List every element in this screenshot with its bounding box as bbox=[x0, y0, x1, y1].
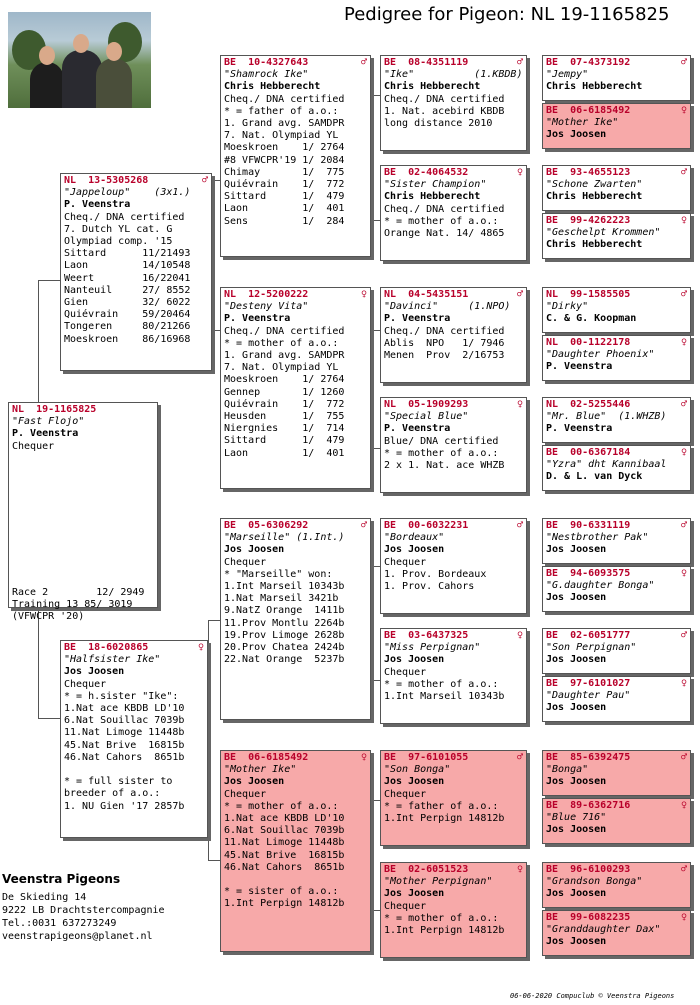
info-line bbox=[12, 575, 154, 587]
info-line: * = father of a.o.: bbox=[384, 800, 499, 812]
ring-number: NL 05-1909293 bbox=[384, 399, 469, 410]
sex-symbol: ♂ bbox=[516, 57, 523, 68]
info-line: 1. Prov. Bordeaux bbox=[384, 568, 487, 580]
info-line: 1. Grand avg. SAMDPR bbox=[224, 350, 345, 362]
connector bbox=[371, 95, 380, 96]
info-line: Sittard 1/ 479 bbox=[224, 435, 345, 447]
ring-number: BE 90-6331119 bbox=[546, 520, 631, 531]
info-line: 46.Nat Cahors 8651b bbox=[224, 861, 345, 873]
pigeon-card-g4-3 bbox=[380, 287, 527, 383]
info-line: Chequer bbox=[384, 666, 427, 678]
info-line bbox=[12, 526, 154, 538]
pigeon-card-g5-1 bbox=[542, 55, 691, 101]
info-line: Chequer bbox=[384, 900, 427, 912]
info-line: Ablis NPO 1/ 7946 bbox=[384, 337, 505, 349]
info-line: 9.NatZ Orange 1411b bbox=[224, 605, 345, 617]
connector bbox=[371, 330, 380, 331]
info-line: 1.Int Perpign 14812b bbox=[384, 925, 505, 937]
info-line bbox=[12, 453, 154, 465]
pigeon-card-g5-16 bbox=[542, 910, 691, 956]
ring-number: NL 99-1585505 bbox=[546, 289, 631, 300]
ring-number: BE 99-6082235 bbox=[546, 912, 631, 923]
info-line: 6.Nat Souillac 7039b bbox=[64, 715, 185, 727]
connector bbox=[371, 800, 380, 801]
info-line: 1.Int Marseil 10343b bbox=[224, 581, 345, 593]
info-line: 1. Grand avg. SAMDPR bbox=[224, 118, 345, 130]
pigeon-name: "Mother Perpignan" bbox=[384, 876, 493, 888]
sex-symbol: ♀ bbox=[680, 447, 687, 458]
info-line: Moeskroen 86/16968 bbox=[64, 333, 191, 345]
info-line: Quiévrain 1/ 772 bbox=[224, 179, 345, 191]
owner-name: Jos Joosen bbox=[546, 936, 607, 948]
pigeon-card-g5-15 bbox=[542, 862, 691, 908]
info-line: * = mother of a.o.: bbox=[384, 215, 499, 227]
owner-name: Jos Joosen bbox=[384, 776, 445, 788]
print-stamp: 06-06-2020 Compuclub © Veenstra Pigeons bbox=[510, 992, 675, 1000]
info-line: Cheq./ DNA certified bbox=[384, 203, 505, 215]
pigeon-name: "Bonga" bbox=[546, 764, 589, 776]
pigeon-card-g4-4 bbox=[380, 397, 527, 493]
connector bbox=[371, 220, 380, 221]
pigeon-card-g5-2 bbox=[542, 103, 691, 149]
info-line: * = sister of a.o.: bbox=[224, 886, 339, 898]
info-line: * = mother of a.o.: bbox=[224, 337, 339, 349]
sex-symbol: ♀ bbox=[680, 912, 687, 923]
ring-number: BE 02-4064532 bbox=[384, 167, 469, 178]
info-line: Chequer bbox=[12, 440, 55, 452]
info-line: breeder of a.o.: bbox=[64, 788, 161, 800]
info-line: 22.Nat Orange 5237b bbox=[224, 654, 345, 666]
pigeon-card-g4-6 bbox=[380, 628, 527, 724]
owner-name: P. Veenstra bbox=[384, 423, 451, 435]
owner-name: P. Veenstra bbox=[546, 361, 613, 373]
sex-symbol: ♀ bbox=[516, 864, 523, 875]
pigeon-name: "Mother Ike" bbox=[546, 117, 619, 129]
owner-name: Jos Joosen bbox=[546, 888, 607, 900]
info-line bbox=[224, 874, 367, 886]
pigeon-card-gm-paternal bbox=[220, 287, 371, 489]
owner-name: Chris Hebberecht bbox=[546, 191, 643, 203]
info-line: * = mother of a.o.: bbox=[384, 678, 499, 690]
pigeon-name: "Schone Zwarten" bbox=[546, 179, 643, 191]
owner-name: P. Veenstra bbox=[64, 199, 131, 211]
info-line: Laon 14/10548 bbox=[64, 260, 191, 272]
info-line: Chimay 1/ 775 bbox=[224, 166, 345, 178]
pigeon-name: "Bordeaux" bbox=[384, 532, 445, 544]
info-line: Sens 1/ 284 bbox=[224, 215, 345, 227]
ring-number: BE 18-6020865 bbox=[64, 642, 149, 653]
page-title: Pedigree for Pigeon: NL 19-1165825 bbox=[344, 4, 670, 25]
info-line: 11.Nat Limoge 11448b bbox=[224, 837, 345, 849]
ring-number: BE 00-6032231 bbox=[384, 520, 469, 531]
sex-symbol: ♂ bbox=[680, 752, 687, 763]
info-line: Gien 32/ 6022 bbox=[64, 297, 191, 309]
info-line: Heusden 1/ 755 bbox=[224, 411, 345, 423]
pigeon-name: "Grandson Bonga" bbox=[546, 876, 643, 888]
ring-number: NL 19-1165825 bbox=[12, 404, 97, 415]
ring-number: NL 12-5200222 bbox=[224, 289, 309, 300]
info-line: Chequer bbox=[224, 788, 267, 800]
info-line: * "Marseille" won: bbox=[224, 568, 333, 580]
info-line: 1.Nat ace KBDB LD'10 bbox=[64, 703, 185, 715]
pigeon-name: "Son Bonga" bbox=[384, 764, 451, 776]
pigeon-card-g4-7 bbox=[380, 750, 527, 846]
info-line: Training 13 85/ 3019 bbox=[12, 599, 133, 611]
ring-number: BE 10-4327643 bbox=[224, 57, 309, 68]
pigeon-name: "Special Blue" bbox=[384, 411, 469, 423]
pigeon-card-gm-maternal bbox=[220, 750, 371, 952]
info-line bbox=[12, 538, 154, 550]
info-line bbox=[12, 489, 154, 501]
info-line: 1.Int Perpign 14812b bbox=[384, 813, 505, 825]
owner-name: P. Veenstra bbox=[224, 313, 291, 325]
pigeon-card-g5-5 bbox=[542, 287, 691, 333]
owner-name: Jos Joosen bbox=[546, 592, 607, 604]
sex-symbol: ♂ bbox=[516, 289, 523, 300]
ring-number: NL 02-5255446 bbox=[546, 399, 631, 410]
info-line: * = mother of a.o.: bbox=[224, 800, 339, 812]
info-line: 7. Dutch YL cat. G bbox=[64, 223, 173, 235]
pigeon-name: "Jappeloup" (3x1.) bbox=[64, 187, 191, 199]
pigeon-card-gf-paternal bbox=[220, 55, 371, 257]
info-line: 20.Prov Chatea 2424b bbox=[224, 642, 345, 654]
owner-name: Jos Joosen bbox=[546, 776, 607, 788]
owner-name: Jos Joosen bbox=[546, 654, 607, 666]
ring-number: BE 94-6093575 bbox=[546, 568, 631, 579]
pigeon-name: "Marseille" (1.Int.) bbox=[224, 532, 345, 544]
info-line: 1. Nat. acebird KBDB bbox=[384, 105, 505, 117]
owner-name: C. & G. Koopman bbox=[546, 313, 637, 325]
pigeon-name: "Fast Flojo" bbox=[12, 416, 85, 428]
sex-symbol: ♂ bbox=[516, 752, 523, 763]
info-line: Race 2 12/ 2949 bbox=[12, 587, 145, 599]
sex-symbol: ♂ bbox=[680, 630, 687, 641]
info-line: 11.Prov Montlu 2264b bbox=[224, 617, 345, 629]
info-line: * = mother of a.o.: bbox=[384, 447, 499, 459]
info-line: 45.Nat Brive 16815b bbox=[64, 739, 185, 751]
sex-symbol: ♂ bbox=[201, 175, 208, 186]
info-line: Chequer bbox=[384, 788, 427, 800]
family-photo bbox=[8, 12, 151, 108]
sex-symbol: ♀ bbox=[680, 800, 687, 811]
owner-name: Chris Hebberecht bbox=[384, 191, 481, 203]
pigeon-card-g4-1 bbox=[380, 55, 527, 151]
pigeon-name: "Sister Champion" bbox=[384, 179, 487, 191]
owner-name: Jos Joosen bbox=[384, 654, 445, 666]
info-line: * = father of a.o.: bbox=[224, 105, 339, 117]
info-line: 7. Nat. Olympiad YL bbox=[224, 362, 339, 374]
sex-symbol: ♀ bbox=[680, 337, 687, 348]
breeder-address bbox=[2, 873, 165, 943]
connector bbox=[208, 860, 220, 861]
ring-number: BE 08-4351119 bbox=[384, 57, 469, 68]
sex-symbol: ♂ bbox=[680, 399, 687, 410]
owner-name: Jos Joosen bbox=[546, 129, 607, 141]
info-line: 7. Nat. Olympiad YL bbox=[224, 130, 339, 142]
owner-name: P. Veenstra bbox=[384, 313, 451, 325]
info-line: Cheq./ DNA certified bbox=[384, 325, 505, 337]
info-line: Sittard 11/21493 bbox=[64, 248, 191, 260]
info-line: Menen Prov 2/16753 bbox=[384, 350, 505, 362]
info-line: Laon 1/ 401 bbox=[224, 203, 345, 215]
owner-name: Jos Joosen bbox=[64, 666, 125, 678]
info-line: Cheq./ DNA certified bbox=[64, 211, 185, 223]
info-line: Olympiad comp. '15 bbox=[64, 236, 173, 248]
connector bbox=[212, 330, 220, 331]
connector bbox=[371, 680, 380, 681]
info-line: Blue/ DNA certified bbox=[384, 435, 499, 447]
info-line bbox=[12, 477, 154, 489]
owner-name: P. Veenstra bbox=[546, 423, 613, 435]
pigeon-card-mother bbox=[60, 640, 208, 838]
sex-symbol: ♀ bbox=[516, 630, 523, 641]
pigeon-name: "Son Perpignan" bbox=[546, 642, 637, 654]
sex-symbol: ♂ bbox=[360, 520, 367, 531]
pigeon-name: "Dirky" bbox=[546, 301, 589, 313]
sex-symbol: ♀ bbox=[197, 642, 204, 653]
pigeon-card-g5-6 bbox=[542, 335, 691, 381]
pigeon-card-g5-13 bbox=[542, 750, 691, 796]
sex-symbol: ♀ bbox=[680, 568, 687, 579]
info-line bbox=[12, 563, 154, 575]
connector bbox=[38, 718, 60, 719]
pigeon-name: "Halfsister Ike" bbox=[64, 654, 161, 666]
owner-name: Chris Hebberecht bbox=[546, 81, 643, 93]
ring-number: BE 93-4655123 bbox=[546, 167, 631, 178]
ring-number: BE 99-4262223 bbox=[546, 215, 631, 226]
pigeon-card-g5-7 bbox=[542, 397, 691, 443]
pigeon-card-g5-3 bbox=[542, 165, 691, 211]
info-line bbox=[12, 465, 154, 477]
ring-number: BE 03-6437325 bbox=[384, 630, 469, 641]
pigeon-card-father bbox=[60, 173, 212, 371]
info-line: 1.Nat Marseil 3421b bbox=[224, 593, 339, 605]
info-line bbox=[12, 514, 154, 526]
info-line: 6.Nat Souillac 7039b bbox=[224, 825, 345, 837]
pigeon-name: "Shamrock Ike" bbox=[224, 69, 309, 81]
sex-symbol: ♂ bbox=[680, 57, 687, 68]
info-line: Cheq./ DNA certified bbox=[224, 325, 345, 337]
info-line: Cheq./ DNA certified bbox=[224, 93, 345, 105]
owner-name: D. & L. van Dyck bbox=[546, 471, 643, 483]
sex-symbol: ♀ bbox=[516, 399, 523, 410]
info-line bbox=[12, 502, 154, 514]
owner-name: Jos Joosen bbox=[384, 888, 445, 900]
info-line bbox=[12, 550, 154, 562]
owner-name: Jos Joosen bbox=[224, 776, 285, 788]
pigeon-card-g5-4 bbox=[542, 213, 691, 259]
ring-number: BE 07-4373192 bbox=[546, 57, 631, 68]
pigeon-card-g5-12 bbox=[542, 676, 691, 722]
connector bbox=[38, 280, 39, 402]
pigeon-name: "G.daughter Bonga" bbox=[546, 580, 655, 592]
info-line: long distance 2010 bbox=[384, 118, 493, 130]
info-line: Orange Nat. 14/ 4865 bbox=[384, 228, 505, 240]
pigeon-name: "Mr. Blue" (1.WHZB) bbox=[546, 411, 667, 423]
ring-number: BE 97-6101027 bbox=[546, 678, 631, 689]
ring-number: NL 13-5305268 bbox=[64, 175, 149, 186]
address-line: De Skieding 14 bbox=[2, 892, 87, 903]
pigeon-card-gf-maternal bbox=[220, 518, 371, 720]
info-line: Quiévrain 1/ 772 bbox=[224, 398, 345, 410]
info-line: Tongeren 80/21266 bbox=[64, 321, 191, 333]
info-line: 1.Int Perpign 14812b bbox=[224, 898, 345, 910]
connector bbox=[38, 610, 39, 718]
info-line: (VFWCPR '20) bbox=[12, 611, 85, 623]
connector bbox=[371, 910, 380, 911]
ring-number: BE 89-6362716 bbox=[546, 800, 631, 811]
pigeon-card-g4-2 bbox=[380, 165, 527, 261]
sex-symbol: ♂ bbox=[680, 864, 687, 875]
pigeon-name: "Daughter Phoenix" bbox=[546, 349, 655, 361]
sex-symbol: ♂ bbox=[360, 57, 367, 68]
pigeon-card-g4-8 bbox=[380, 862, 527, 958]
info-line: Nanteuil 27/ 8552 bbox=[64, 284, 191, 296]
info-line: Gennep 1/ 1260 bbox=[224, 386, 345, 398]
pigeon-name: "Nestbrother Pak" bbox=[546, 532, 649, 544]
sex-symbol: ♀ bbox=[360, 289, 367, 300]
sex-symbol: ♀ bbox=[680, 215, 687, 226]
info-line: Quiévrain 59/20464 bbox=[64, 309, 191, 321]
pigeon-name: "Yzra" dht Kannibaal bbox=[546, 459, 667, 471]
info-line: 1.Int Marseil 10343b bbox=[384, 691, 505, 703]
info-line: Moeskroen 1/ 2764 bbox=[224, 142, 345, 154]
sex-symbol: ♂ bbox=[680, 520, 687, 531]
connector bbox=[208, 620, 209, 860]
info-line: Chequer bbox=[384, 556, 427, 568]
owner-name: Jos Joosen bbox=[546, 544, 607, 556]
info-line: 46.Nat Cahors 8651b bbox=[64, 751, 185, 763]
info-line: Moeskroen 1/ 2764 bbox=[224, 374, 345, 386]
pigeon-card-g4-5 bbox=[380, 518, 527, 614]
connector bbox=[371, 566, 380, 567]
sex-symbol: ♀ bbox=[680, 105, 687, 116]
ring-number: BE 97-6101055 bbox=[384, 752, 469, 763]
info-line: 19.Prov Limoge 2628b bbox=[224, 629, 345, 641]
pigeon-name: "Jempy" bbox=[546, 69, 589, 81]
pigeon-card-g5-8 bbox=[542, 445, 691, 491]
ring-number: BE 96-6100293 bbox=[546, 864, 631, 875]
pigeon-name: "Mother Ike" bbox=[224, 764, 297, 776]
ring-number: BE 85-6392475 bbox=[546, 752, 631, 763]
pigeon-card-g5-10 bbox=[542, 566, 691, 612]
pigeon-name: "Ike" (1.KBDB) bbox=[384, 69, 523, 81]
info-line: 1. Prov. Cahors bbox=[384, 581, 475, 593]
info-line: * = h.sister "Ike": bbox=[64, 690, 179, 702]
ring-number: BE 06-6185492 bbox=[546, 105, 631, 116]
connector bbox=[371, 448, 380, 449]
info-line: #8 VFWCPR'19 1/ 2084 bbox=[224, 154, 345, 166]
address-line: 9222 LB Drachtstercompagnie bbox=[2, 905, 165, 916]
info-line bbox=[64, 764, 204, 776]
sex-symbol: ♀ bbox=[516, 167, 523, 178]
email-line: veenstrapigeons@planet.nl bbox=[2, 931, 153, 942]
pigeon-name: "Granddaughter Dax" bbox=[546, 924, 661, 936]
pigeon-name: "Miss Perpignan" bbox=[384, 642, 481, 654]
owner-name: Chris Hebberecht bbox=[224, 81, 321, 93]
connector bbox=[208, 620, 220, 621]
owner-name: P. Veenstra bbox=[12, 428, 79, 440]
ring-number: BE 00-6367184 bbox=[546, 447, 631, 458]
sex-symbol: ♂ bbox=[680, 167, 687, 178]
connector bbox=[212, 180, 220, 181]
info-line: Laon 1/ 401 bbox=[224, 447, 345, 459]
info-line: Niergnies 1/ 714 bbox=[224, 423, 345, 435]
sex-symbol: ♀ bbox=[680, 678, 687, 689]
owner-name: Jos Joosen bbox=[224, 544, 285, 556]
pigeon-card-g5-14 bbox=[542, 798, 691, 844]
pigeon-card-g5-9 bbox=[542, 518, 691, 564]
info-line: * = full sister to bbox=[64, 776, 173, 788]
pigeon-name: "Davinci" (1.NPO) bbox=[384, 301, 511, 313]
ring-number: BE 02-6051777 bbox=[546, 630, 631, 641]
info-line: Chequer bbox=[64, 678, 107, 690]
pigeon-name: "Desteny Vita" bbox=[224, 301, 309, 313]
owner-name: Jos Joosen bbox=[384, 544, 445, 556]
ring-number: NL 00-1122178 bbox=[546, 337, 631, 348]
owner-name: Chris Hebberecht bbox=[546, 239, 643, 251]
phone-line: Tel.:0031 637273249 bbox=[2, 918, 117, 929]
pigeon-card-subject bbox=[8, 402, 158, 623]
sex-symbol: ♂ bbox=[680, 289, 687, 300]
info-line: Chequer bbox=[224, 556, 267, 568]
info-line: Sittard 1/ 479 bbox=[224, 191, 345, 203]
owner-name: Jos Joosen bbox=[546, 824, 607, 836]
pigeon-card-g5-11 bbox=[542, 628, 691, 674]
sex-symbol: ♂ bbox=[516, 520, 523, 531]
info-line: Cheq./ DNA certified bbox=[384, 93, 505, 105]
connector bbox=[38, 280, 60, 281]
pigeon-name: "Geschelpt Krommen" bbox=[546, 227, 661, 239]
business-name: Veenstra Pigeons bbox=[2, 872, 121, 886]
ring-number: BE 05-6306292 bbox=[224, 520, 309, 531]
owner-name: Jos Joosen bbox=[546, 702, 607, 714]
info-line: Weert 16/22041 bbox=[64, 272, 191, 284]
ring-number: BE 02-6051523 bbox=[384, 864, 469, 875]
info-line: 1.Nat ace KBDB LD'10 bbox=[224, 813, 345, 825]
info-line: * = mother of a.o.: bbox=[384, 912, 499, 924]
sex-symbol: ♀ bbox=[360, 752, 367, 763]
pigeon-name: "Blue 716" bbox=[546, 812, 607, 824]
ring-number: BE 06-6185492 bbox=[224, 752, 309, 763]
info-line: 2 x 1. Nat. ace WHZB bbox=[384, 460, 505, 472]
pigeon-name: "Daughter Pau" bbox=[546, 690, 631, 702]
info-line: 45.Nat Brive 16815b bbox=[224, 849, 345, 861]
info-line: 1. NU Gien '17 2857b bbox=[64, 800, 185, 812]
info-line: 11.Nat Limoge 11448b bbox=[64, 727, 185, 739]
ring-number: NL 04-5435151 bbox=[384, 289, 469, 300]
owner-name: Chris Hebberecht bbox=[384, 81, 481, 93]
